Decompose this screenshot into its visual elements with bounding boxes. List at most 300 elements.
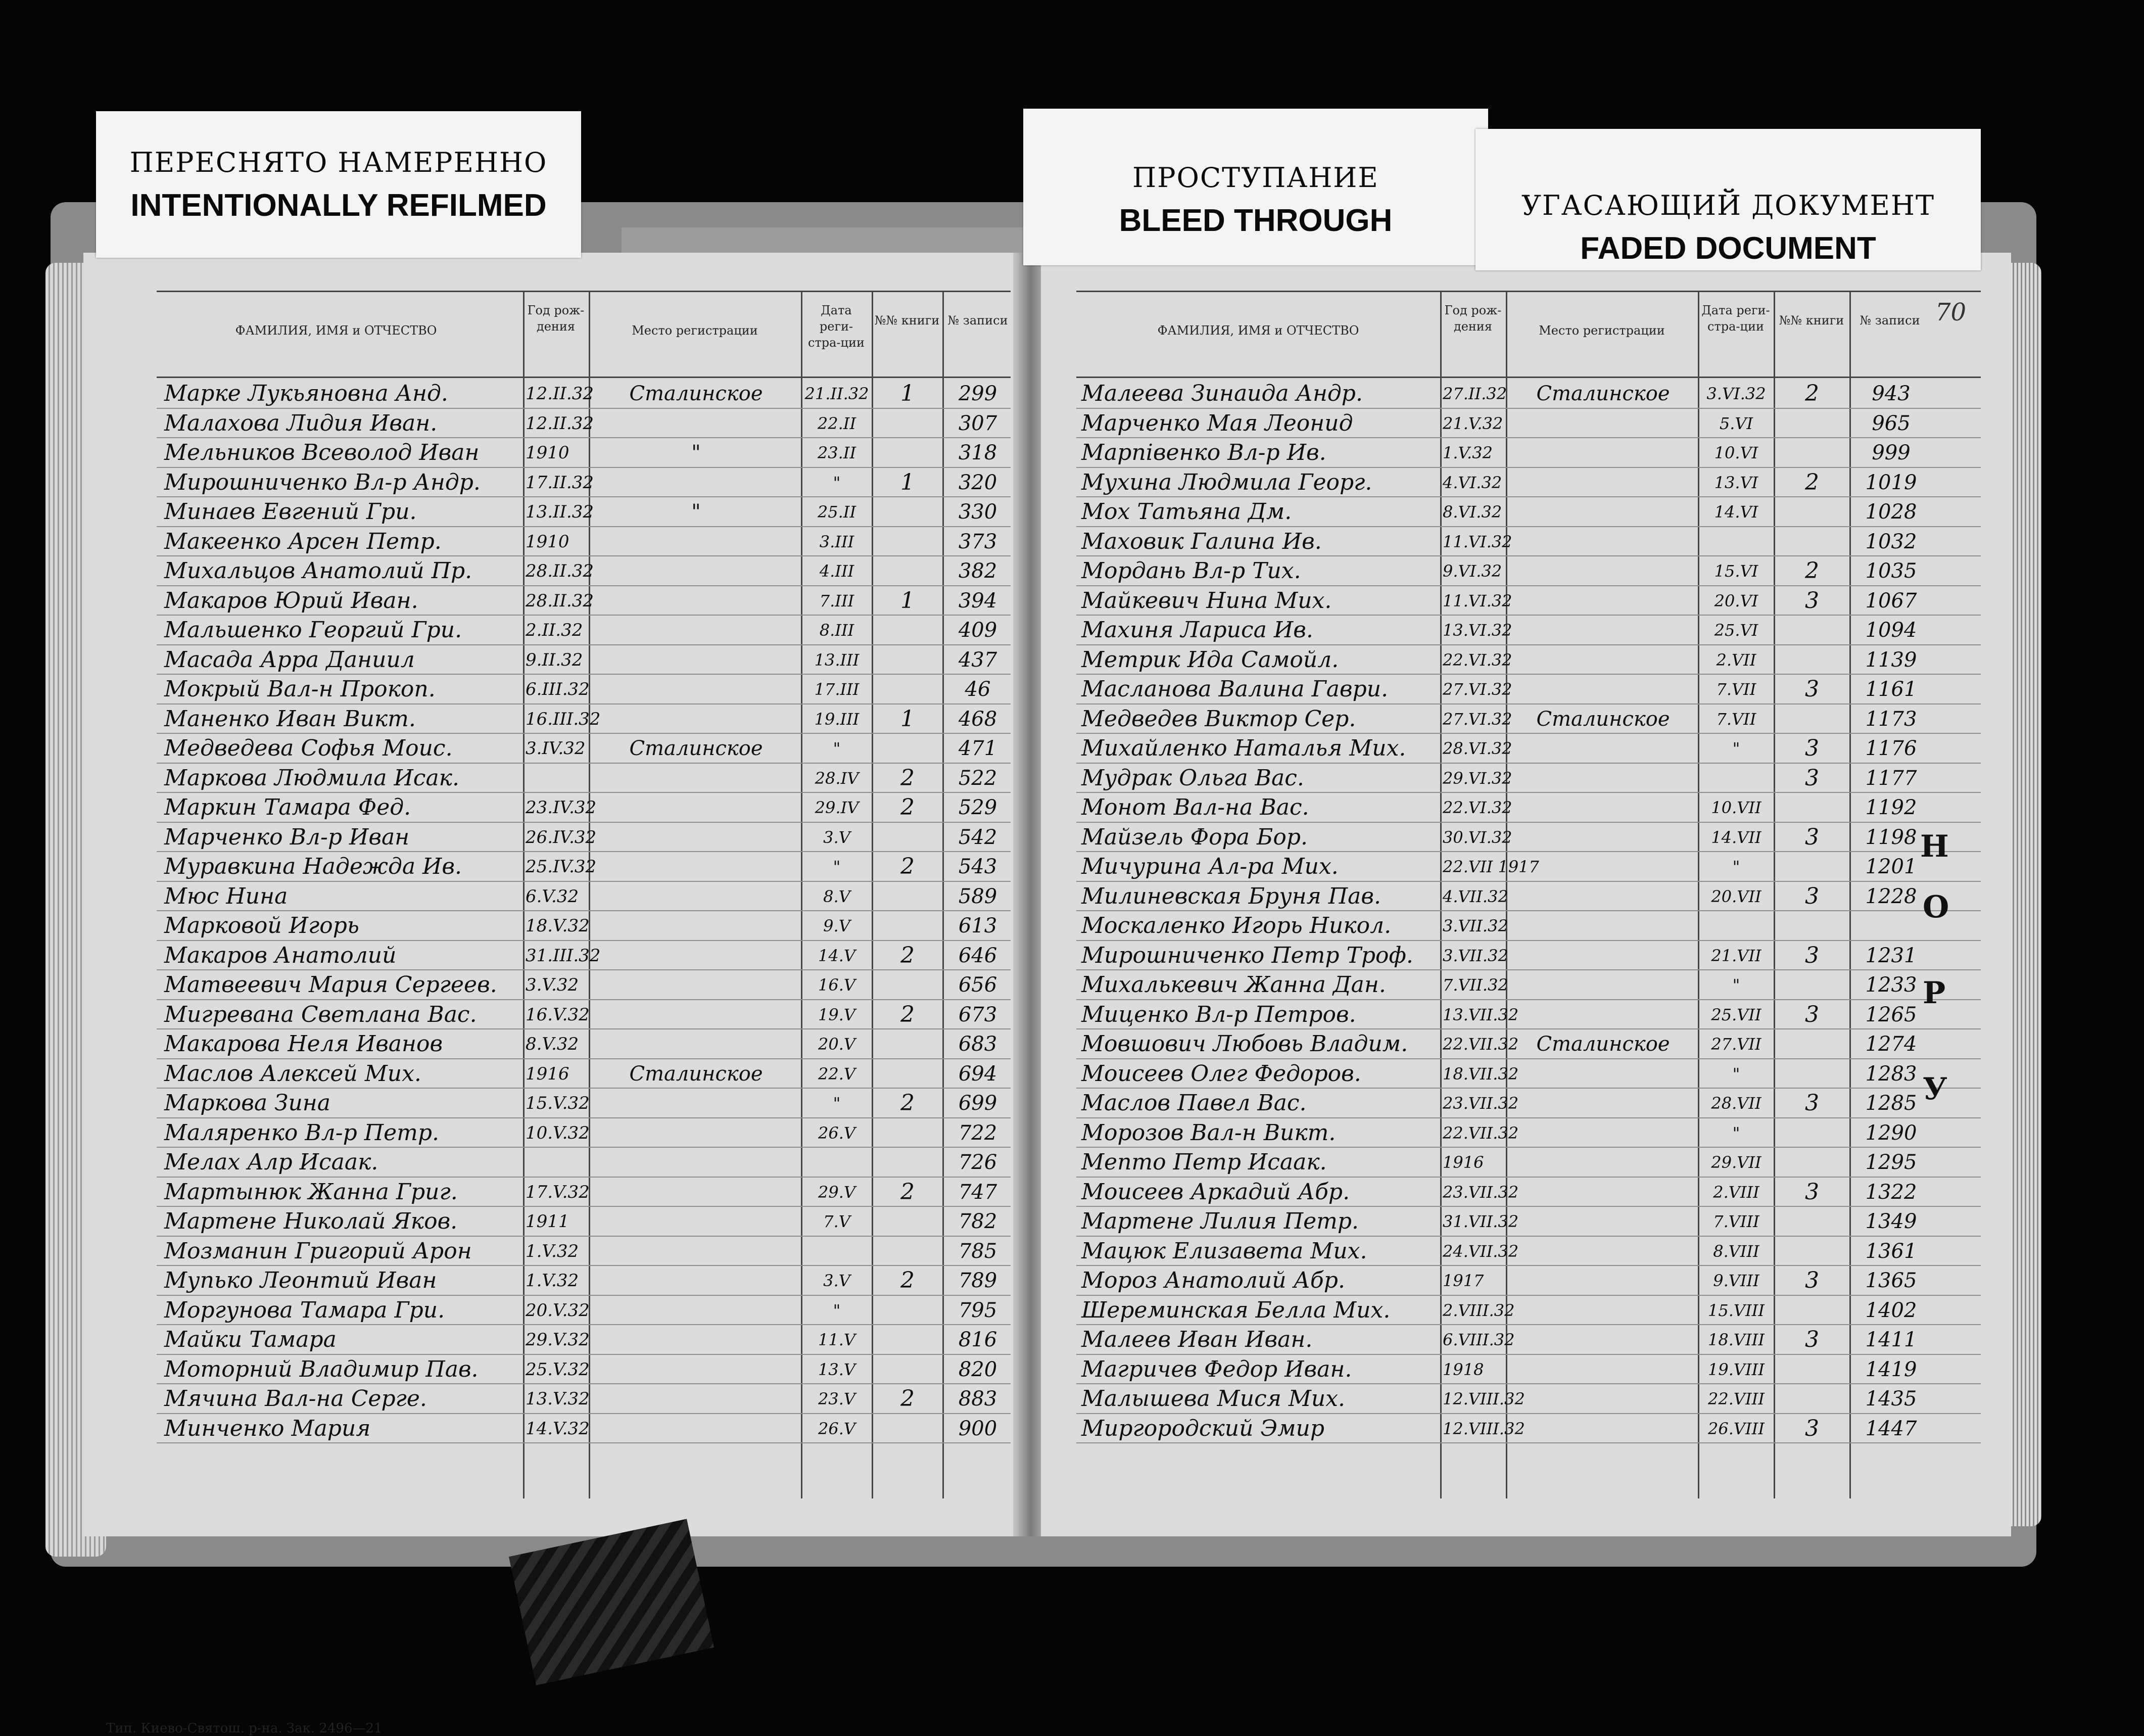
cell-year: 2.ІІ.32 (526, 620, 583, 640)
cell-name: Махиня Лариса Ив. (1081, 617, 1313, 643)
cell-year: 6.VІІІ.32 (1443, 1330, 1515, 1349)
cell-date: " (1732, 1064, 1740, 1084)
cell-year: 12.VІІІ.32 (1443, 1389, 1525, 1409)
cell-name: Муравкина Надежда Ив. (164, 854, 462, 879)
cell-book: 2 (900, 1268, 915, 1293)
register-row (1041, 1237, 2001, 1266)
cell-rec: 529 (958, 796, 997, 819)
cell-year: 4.VІІ.32 (1443, 886, 1508, 906)
register-row (83, 1029, 1043, 1059)
cell-year: 27.VІ.32 (1443, 680, 1512, 699)
cell-rec: 789 (958, 1269, 997, 1292)
cell-year: 13.VІ.32 (1443, 621, 1512, 640)
cell-date: 26.V (818, 1419, 855, 1438)
header-record: № записи (1860, 313, 1920, 327)
cell-rec: 1402 (1865, 1298, 1917, 1322)
cell-year: 22.VІ.32 (1443, 798, 1512, 817)
cell-rec: 900 (958, 1417, 997, 1440)
cell-date: 8.V (823, 886, 850, 906)
header-name: ФАМИЛИЯ, ИМЯ и ОТЧЕСТВО (235, 323, 437, 338)
cell-name: Матвеевич Мария Сергеев. (164, 972, 497, 998)
cell-date: 19.VІІІ (1708, 1359, 1765, 1379)
cell-date: " (1732, 739, 1740, 758)
cell-name: Марковой Игорь (164, 913, 359, 939)
cell-date: 15.VІІІ (1708, 1300, 1765, 1320)
cell-year: 9.ІІ.32 (526, 649, 583, 670)
cell-year: 1917 (1443, 1271, 1484, 1290)
register-row (83, 497, 1043, 527)
cell-name: Майзель Фора Бор. (1081, 824, 1308, 850)
cell-rec: 656 (958, 973, 997, 997)
cell-name: Макаров Юрий Иван. (164, 587, 418, 614)
cell-date: 22.VІІІ (1708, 1389, 1765, 1409)
cell-name: Моргунова Тамара Гри. (164, 1297, 445, 1323)
cell-date: 2.VІІІ (1713, 1182, 1759, 1202)
cell-rec: 999 (1872, 441, 1911, 464)
cell-name: Мордань Вл-р Тих. (1081, 558, 1301, 584)
register-row (1041, 882, 2001, 911)
cell-name: Мартене Николай Яков. (164, 1208, 458, 1234)
register-row (1041, 1148, 2001, 1177)
cell-date: " (1732, 1123, 1740, 1143)
header-year: Год рож-дения (527, 303, 585, 334)
cell-name: Маненко Иван Викт. (164, 706, 416, 732)
cell-name: Метрик Ида Самойл. (1081, 646, 1339, 673)
register-row (83, 468, 1043, 497)
cell-year: 12.ІІ.32 (526, 384, 594, 404)
header-book: №№ книги (874, 313, 940, 327)
cell-rec: 820 (958, 1357, 997, 1381)
cell-name: Маркова Зина (164, 1090, 331, 1116)
cell-rec: 1028 (1865, 500, 1917, 524)
cell-name: Мячина Вал-на Серге. (164, 1386, 427, 1412)
flag-intentionally-refilmed (96, 111, 581, 258)
cell-year: 6.ІІІ.32 (526, 679, 590, 699)
register-row (1041, 734, 2001, 763)
cell-year: 1916 (526, 1063, 569, 1084)
cell-date: 22.V (818, 1064, 855, 1084)
cell-year: 22.VІ.32 (1443, 650, 1512, 670)
register-row (1041, 675, 2001, 704)
register-row (83, 852, 1043, 881)
cell-year: 22.VІІ.32 (1443, 1123, 1519, 1143)
cell-year: 13.ІІ.32 (526, 502, 594, 522)
cell-rec: 409 (958, 619, 997, 642)
cell-place: Сталинское (1536, 382, 1670, 405)
cell-book: 2 (900, 1001, 915, 1027)
cell-year: 1910 (526, 443, 569, 463)
register-row (1041, 1000, 2001, 1029)
cell-place: Сталинское (1536, 707, 1670, 731)
cell-date: 20.V (818, 1035, 855, 1054)
cell-book: 3 (1805, 1415, 1819, 1441)
register-row (83, 379, 1043, 408)
cell-date: 7.VІІ (1716, 680, 1756, 699)
cell-rec: 46 (965, 678, 991, 701)
cell-book: 2 (900, 854, 915, 879)
cell-date: 23.V (818, 1389, 855, 1409)
cell-name: Михайленко Наталья Мих. (1081, 735, 1406, 761)
register-row (83, 1148, 1043, 1177)
cell-date: 27.VІІ (1711, 1035, 1761, 1054)
cell-year: 22.VІІ.32 (1443, 1035, 1519, 1054)
cell-rec: 1419 (1865, 1357, 1917, 1381)
index-tab-letter: О (1923, 889, 1949, 925)
cell-rec: 646 (958, 944, 997, 967)
register-row (1041, 941, 2001, 970)
cell-year: 4.VІ.32 (1443, 473, 1502, 492)
cell-year: 18.V.32 (526, 916, 590, 936)
register-row (83, 409, 1043, 438)
cell-rec: 373 (958, 530, 997, 553)
cell-date: 14.VІІ (1711, 827, 1761, 847)
cell-rec: 468 (958, 707, 997, 731)
cell-date: 13.ІІІ (814, 650, 860, 670)
cell-date: 3.ІІІ (819, 532, 854, 551)
cell-name: Мичурина Ал-ра Мих. (1081, 854, 1339, 879)
cell-year: 11.VІ.32 (1443, 591, 1512, 611)
cell-book: 3 (1805, 942, 1819, 968)
cell-name: Масланова Валина Гаври. (1081, 676, 1389, 702)
cell-year: 25.V.32 (526, 1359, 590, 1380)
register-row (83, 793, 1043, 822)
cell-rec: 1201 (1865, 855, 1917, 878)
cell-name: Мартене Лилия Петр. (1081, 1208, 1359, 1234)
cell-name: Мороз Анатолий Абр. (1081, 1268, 1345, 1293)
cell-rec: 1365 (1865, 1269, 1917, 1292)
register-row (83, 675, 1043, 704)
cell-book: 3 (1805, 676, 1819, 702)
cell-name: Москаленко Игорь Никол. (1081, 913, 1392, 939)
cell-date: 21.ІІ.32 (804, 384, 869, 403)
register-row (1041, 1296, 2001, 1325)
cell-rec: 589 (958, 884, 997, 908)
cell-year: 1910 (526, 531, 569, 552)
cell-date: 14.VІ (1714, 502, 1758, 522)
register-row (1041, 645, 2001, 675)
cell-rec: 1198 (1865, 825, 1917, 849)
cell-date: 18.VІІІ (1708, 1330, 1765, 1349)
cell-date: " (1732, 975, 1740, 995)
cell-year: 17.ІІ.32 (526, 472, 594, 493)
cell-year: 13.VІІ.32 (1443, 1005, 1519, 1024)
cell-date: " (833, 1094, 841, 1113)
cell-year: 7.VІІ.32 (1443, 975, 1508, 995)
cell-date: 3.VІ.32 (1706, 384, 1766, 403)
cell-place: Сталинское (1536, 1033, 1670, 1056)
cell-rec: 307 (958, 411, 997, 435)
cell-year: 12.VІІІ.32 (1443, 1419, 1525, 1438)
header-name: ФАМИЛИЯ, ИМЯ и ОТЧЕСТВО (1157, 323, 1359, 338)
cell-year: 11.VІ.32 (1443, 532, 1512, 551)
cell-rec: 1176 (1865, 737, 1917, 760)
cell-name: Михальцов Анатолий Пр. (164, 558, 472, 584)
cell-year: 8.VІ.32 (1443, 502, 1502, 522)
index-tab-letter: Р (1923, 975, 1946, 1011)
cell-name: Мудрак Ольга Вас. (1081, 765, 1304, 791)
cell-year: 3.VІІ.32 (1443, 916, 1508, 935)
register-row (83, 734, 1043, 763)
cell-book: 3 (1805, 883, 1819, 909)
cell-year: 15.V.32 (526, 1093, 590, 1113)
register-row (83, 527, 1043, 556)
cell-rec: 1295 (1865, 1151, 1917, 1174)
register-row (83, 586, 1043, 616)
cell-name: Марке Лукьяновна Анд. (164, 381, 448, 406)
cell-date: 22.ІІ (817, 413, 856, 433)
cell-name: Моисеев Олег Федоров. (1081, 1060, 1361, 1087)
cell-rec: 785 (958, 1239, 997, 1263)
cell-rec: 1019 (1865, 471, 1917, 494)
cell-rec: 1139 (1865, 648, 1917, 672)
cell-rec: 318 (958, 441, 997, 464)
register-row (83, 556, 1043, 586)
cell-rec: 782 (958, 1210, 997, 1233)
cell-rec: 382 (958, 559, 997, 583)
cell-date: 14.V (818, 946, 855, 965)
cell-book: 1 (900, 706, 915, 732)
cell-year: 23.VІІ.32 (1443, 1182, 1519, 1202)
register-row (83, 882, 1043, 911)
cell-year: 16.ІІІ.32 (526, 709, 601, 729)
cell-year: 31.ІІІ.32 (526, 945, 601, 966)
register-row (83, 1089, 1043, 1118)
cell-rec: 1067 (1865, 589, 1917, 613)
register-row (83, 1296, 1043, 1325)
cell-name: Малеев Иван Иван. (1081, 1327, 1313, 1352)
cell-rec: 1435 (1865, 1387, 1917, 1411)
cell-name: Михалькевич Жанна Дан. (1081, 972, 1386, 998)
cell-rec: 1228 (1865, 884, 1917, 908)
register-row (1041, 468, 2001, 497)
cell-date: 2.VІІ (1716, 650, 1756, 670)
cell-year: 25.ІV.32 (526, 857, 597, 877)
cell-name: Макаров Анатолий (164, 942, 397, 968)
cell-year: 23.VІІ.32 (1443, 1094, 1519, 1113)
register-row (83, 616, 1043, 645)
cell-date: 20.VІІ (1711, 886, 1761, 906)
header-place: Место регистрации (1539, 323, 1665, 338)
cell-rec: 1411 (1865, 1328, 1917, 1351)
cell-year: 22.VІІ 1917 (1443, 857, 1539, 876)
cell-name: Майки Тамара (164, 1327, 337, 1352)
cell-place: Сталинское (629, 382, 763, 405)
cell-year: 28.ІІ.32 (526, 590, 594, 611)
cell-name: Марченко Мая Леонид (1081, 410, 1353, 436)
flag-ru-text: УГАСАЮЩИЙ ДОКУМЕНТ (1521, 190, 1935, 221)
cell-name: Мирошниченко Петр Троф. (1081, 942, 1413, 968)
printer-footer: Тип. Киево-Святош. р-на. Зак. 2496—21 (106, 1721, 383, 1736)
cell-name: Малахова Лидия Иван. (164, 410, 438, 436)
cell-year: 26.ІV.32 (526, 827, 597, 848)
cell-date: 5.VІ (1719, 413, 1753, 433)
register-row (1041, 1059, 2001, 1089)
cell-year: 29.V.32 (526, 1330, 590, 1350)
cell-date: 28.VІІ (1711, 1094, 1761, 1113)
cell-rec: 722 (958, 1121, 997, 1145)
cell-year: 2.VІІІ.32 (1443, 1300, 1515, 1320)
cell-date: 9.VІІІ (1713, 1271, 1759, 1290)
cell-year: 1911 (526, 1211, 569, 1232)
cell-year: 16.V.32 (526, 1004, 590, 1025)
register-row (1041, 616, 2001, 645)
register-row (83, 1118, 1043, 1148)
cell-year: 24.VІІ.32 (1443, 1241, 1519, 1261)
cell-book: 2 (900, 1386, 915, 1412)
cell-name: Майкевич Нина Мих. (1081, 587, 1332, 614)
cell-name: Масада Арра Даниил (164, 646, 415, 673)
register-row (83, 1355, 1043, 1384)
cell-year: 20.V.32 (526, 1300, 590, 1321)
cell-year: 1.V.32 (1443, 443, 1493, 462)
cell-rec: 1192 (1865, 796, 1917, 819)
register-row (1041, 970, 2001, 1000)
register-row (83, 1207, 1043, 1236)
cell-rec: 1233 (1865, 973, 1917, 997)
header-record: № записи (947, 313, 1008, 327)
register-row (1041, 1266, 2001, 1295)
cell-date: 7.V (823, 1212, 850, 1231)
cell-date: " (833, 857, 841, 876)
register-row (1041, 409, 2001, 438)
cell-date: 29.V (818, 1182, 855, 1202)
cell-book: 2 (900, 794, 915, 820)
cell-rec: 673 (958, 1003, 997, 1026)
cell-rec: 795 (958, 1298, 997, 1322)
cell-name: Мельников Всеволод Иван (164, 440, 480, 465)
cell-name: Мокрый Вал-н Прокоп. (164, 676, 436, 702)
register-row (83, 941, 1043, 970)
cell-date: 8.ІІІ (819, 621, 854, 640)
cell-date: 3.V (823, 827, 850, 847)
cell-year: 14.V.32 (526, 1418, 590, 1439)
cell-year: 13.V.32 (526, 1389, 590, 1409)
cell-year: 1916 (1443, 1153, 1484, 1172)
header-date: Дата реги-стра-ции (1701, 303, 1770, 334)
register-row (1041, 1118, 2001, 1148)
register-row (83, 764, 1043, 793)
cell-name: Минченко Мария (164, 1415, 371, 1441)
cell-year: 28.VІ.32 (1443, 739, 1512, 758)
cell-date: 13.V (818, 1359, 855, 1379)
register-row (1041, 1384, 2001, 1414)
cell-place: " (691, 500, 701, 524)
cell-rec: 613 (958, 914, 997, 937)
register-row (83, 1384, 1043, 1414)
cell-rec: 1290 (1865, 1121, 1917, 1145)
cell-book: 2 (900, 1179, 915, 1205)
register-row (1041, 705, 2001, 734)
header-year: Год рож-дения (1444, 303, 1502, 334)
cell-year: 3.ІV.32 (526, 738, 586, 759)
register-row (83, 438, 1043, 467)
cell-date: 28.ІV (815, 768, 859, 788)
cell-name: Малышева Мися Мих. (1081, 1386, 1346, 1412)
cell-name: Маховик Галина Ив. (1081, 528, 1322, 554)
register-row (1041, 438, 2001, 467)
cell-name: Мюс Нина (164, 883, 288, 909)
cell-rec: 437 (958, 648, 997, 672)
cell-rec: 816 (958, 1328, 997, 1351)
register-row (83, 1325, 1043, 1354)
flag-en-text: FADED DOCUMENT (1580, 231, 1876, 266)
cell-name: Шереминская Белла Мих. (1081, 1297, 1391, 1323)
cell-name: Морозов Вал-н Викт. (1081, 1119, 1336, 1146)
cell-rec: 943 (1872, 382, 1911, 405)
cell-name: Мацюк Елизавета Мих. (1081, 1238, 1367, 1264)
cell-book: 2 (900, 942, 915, 968)
index-tab-letter: Н (1920, 829, 1949, 864)
cell-book: 2 (900, 1090, 915, 1116)
register-row (83, 1237, 1043, 1266)
cell-year: 18.VІІ.32 (1443, 1064, 1519, 1084)
cell-date: " (833, 739, 841, 758)
register-row (1041, 793, 2001, 822)
cell-rec: 320 (958, 471, 997, 494)
cell-name: Миценко Вл-р Петров. (1081, 1001, 1356, 1027)
cell-year: 30.VІ.32 (1443, 827, 1512, 847)
cell-rec: 965 (1872, 411, 1911, 435)
cell-name: Марпівенко Вл-р Ив. (1081, 440, 1326, 465)
cell-book: 2 (900, 765, 915, 791)
cell-year: 21.V.32 (1443, 413, 1503, 433)
cell-date: 11.V (818, 1330, 855, 1349)
cell-year: 17.V.32 (526, 1182, 590, 1202)
cell-year: 28.ІІ.32 (526, 561, 594, 581)
cell-name: Макеенко Арсен Петр. (164, 528, 442, 554)
cell-book: 3 (1805, 824, 1819, 850)
cell-place: " (691, 441, 701, 464)
cell-book: 3 (1805, 1001, 1819, 1027)
cell-date: 10.VІ (1714, 443, 1758, 462)
cell-year: 31.VІІ.32 (1443, 1212, 1519, 1231)
cell-date: 25.VІ (1714, 621, 1758, 640)
cell-date: 9.V (823, 916, 850, 935)
flag-en-text: INTENTIONALLY REFILMED (130, 188, 547, 223)
register-row (1041, 527, 2001, 556)
cell-name: Моторний Владимир Пав. (164, 1356, 479, 1382)
cell-name: Мигревана Светлана Вас. (164, 1001, 477, 1027)
register-row (1041, 586, 2001, 616)
cell-date: 3.V (823, 1271, 850, 1290)
cell-year: 1.V.32 (526, 1271, 579, 1291)
cell-year: 12.ІІ.32 (526, 413, 594, 434)
register-row (83, 1000, 1043, 1029)
cell-name: Мовшович Любовь Владим. (1081, 1031, 1408, 1057)
cell-rec: 1447 (1865, 1417, 1917, 1440)
cell-name: Маркин Тамара Фед. (164, 794, 411, 820)
cell-name: Марченко Вл-р Иван (164, 824, 410, 850)
cell-name: Маркова Людмила Исак. (164, 765, 459, 791)
cell-rec: 1285 (1865, 1092, 1917, 1115)
cell-year: 3.V.32 (526, 975, 579, 995)
cell-date: 26.VІІІ (1708, 1419, 1765, 1438)
cell-rec: 1322 (1865, 1180, 1917, 1204)
cell-book: 3 (1805, 735, 1819, 761)
cell-name: Макарова Неля Иванов (164, 1031, 443, 1057)
register-row (1041, 1089, 2001, 1118)
cell-date: 29.ІV (815, 798, 859, 817)
flag-ru-text: ПРОСТУПАНИЕ (1132, 162, 1379, 194)
cell-rec: 543 (958, 855, 997, 878)
cell-rec: 694 (958, 1062, 997, 1086)
cell-year: 1918 (1443, 1359, 1484, 1379)
register-row (1041, 379, 2001, 408)
cell-date: 19.ІІІ (814, 709, 860, 729)
cell-rec: 1094 (1865, 619, 1917, 642)
cell-rec: 1265 (1865, 1003, 1917, 1026)
cell-rec: 299 (958, 382, 997, 405)
